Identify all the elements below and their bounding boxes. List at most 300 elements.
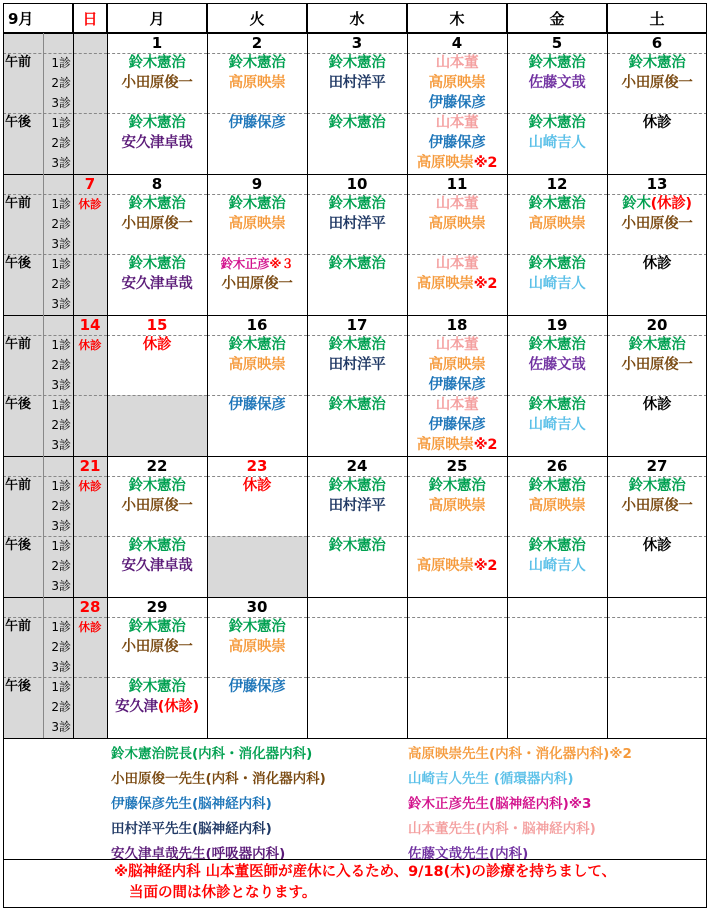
doctor-name: 休診 (642, 115, 672, 131)
doctor-entry (607, 214, 707, 234)
doctor-name: 鈴木憲治 (528, 397, 586, 413)
doctor-entry (107, 697, 207, 717)
day-cell (607, 597, 707, 738)
doctor-entry (107, 617, 207, 637)
month-header: 9月 (3, 3, 73, 33)
weekday-header: 火 (207, 3, 307, 33)
doctor-entry (307, 113, 407, 133)
slot-label: 2診 (51, 277, 71, 291)
doctor-entry (507, 133, 607, 153)
doctor-name: 田村洋平 (328, 498, 386, 514)
date-number: 11 (446, 175, 468, 193)
doctor-name: 伊藤保彦 (228, 397, 286, 413)
sunday-date: 14 (79, 316, 101, 334)
doctor-name: 高原映崇 (428, 357, 486, 373)
date-number: 29 (146, 598, 168, 616)
doctor-name: 鈴木憲治 (528, 538, 586, 554)
slot-label: 1診 (51, 257, 71, 271)
row-divider (507, 617, 607, 618)
doctor-name: 山本董 (435, 196, 479, 212)
slot-label: 3診 (51, 579, 71, 593)
doctor-name: 山崎吉人 (528, 417, 586, 433)
slot-label: 2診 (51, 358, 71, 372)
slot-label: 2診 (51, 559, 71, 573)
doctor-name: 鈴木憲治 (328, 538, 386, 554)
slot-label: 1診 (51, 116, 71, 130)
doctor-name: 山本董 (435, 256, 479, 272)
doctor-name: 鈴木憲治 (228, 196, 286, 212)
doctor-entry (307, 53, 407, 73)
doctor-name: 伊藤保彦 (428, 135, 486, 151)
doctor-name: 鈴木憲治 (128, 538, 186, 554)
doctor-name: 佐藤文哉 (528, 357, 586, 373)
doctor-name: 高原映崇 (428, 498, 486, 514)
doctor-entry (407, 254, 507, 274)
doctor-entry (407, 274, 507, 294)
doctor-name: 高原映崇 (416, 155, 474, 171)
entry-note: ※2 (473, 558, 498, 574)
doctor-entry (607, 335, 707, 355)
slot-label: 2診 (51, 640, 71, 654)
doctor-name: 鈴木憲治 (328, 115, 386, 131)
doctor-name: 休診 (142, 337, 172, 353)
slot-label: 2診 (51, 76, 71, 90)
doctor-entry (307, 496, 407, 516)
doctor-entry (507, 536, 607, 556)
pm-label: 午後 (5, 256, 32, 271)
slot-label: 3診 (51, 519, 71, 533)
date-number: 16 (246, 316, 268, 334)
doctor-entry (407, 214, 507, 234)
sunday-closed-note: 休診 (78, 197, 102, 211)
doctor-name: 伊藤保彦 (428, 95, 486, 111)
doctor-entry (107, 113, 207, 133)
day-cell (407, 597, 507, 738)
doctor-entry (407, 476, 507, 496)
doctor-name: 鈴木憲治 (528, 337, 586, 353)
doctor-name: 小田原俊一 (621, 498, 693, 514)
week-border (3, 33, 707, 34)
date-number: 23 (246, 457, 268, 475)
doctor-name: 山崎吉人 (528, 558, 586, 574)
slot-label: 3診 (51, 297, 71, 311)
slot-label: 2診 (51, 499, 71, 513)
doctor-name: 田村洋平 (328, 216, 386, 232)
doctor-entry (507, 355, 607, 375)
doctor-entry (407, 556, 507, 576)
doctor-entry (507, 395, 607, 415)
doctor-entry (507, 556, 607, 576)
doctor-name: 高原映崇 (528, 216, 586, 232)
column-border (73, 3, 74, 738)
doctor-name: 安久津卓哉 (121, 276, 193, 292)
doctor-name: 鈴木憲治 (328, 397, 386, 413)
row-divider (107, 395, 207, 396)
doctor-name: 小田原俊一 (121, 75, 193, 91)
slot-label: 1診 (51, 197, 71, 211)
doctor-name: 山本董 (435, 55, 479, 71)
doctor-entry (607, 536, 707, 556)
doctor-name: 鈴木憲治 (528, 115, 586, 131)
doctor-entry (407, 335, 507, 355)
date-number: 15 (146, 316, 168, 334)
doctor-name: 鈴木憲治 (228, 619, 286, 635)
doctor-name: 山崎吉人 (528, 135, 586, 151)
column-border (507, 3, 508, 738)
doctor-name: 鈴木 (622, 196, 651, 212)
doctor-name: 休診 (642, 397, 672, 413)
doctor-entry (207, 73, 307, 93)
column-border (3, 3, 4, 738)
doctor-name: 小田原俊一 (621, 216, 693, 232)
date-number: 18 (446, 316, 468, 334)
slot-label: 3診 (51, 438, 71, 452)
doctor-name: 伊藤保彦 (228, 679, 286, 695)
weekday-header: 木 (407, 3, 507, 33)
sunday-closed-note: 休診 (78, 620, 102, 634)
doctor-name: 高原映崇 (428, 216, 486, 232)
doctor-entry (307, 254, 407, 274)
doctor-name: 伊藤保彦 (428, 417, 486, 433)
row-divider (3, 617, 107, 618)
doctor-entry (407, 355, 507, 375)
row-divider (3, 335, 107, 336)
doctor-entry (407, 153, 507, 173)
doctor-name: 鈴木憲治 (228, 337, 286, 353)
day-cell (307, 597, 407, 738)
doctor-name: 鈴木憲治 (328, 256, 386, 272)
slot-label: 1診 (51, 338, 71, 352)
column-border (706, 3, 707, 738)
doctor-entry (207, 214, 307, 234)
slot-label: 1診 (51, 539, 71, 553)
date-number: 20 (646, 316, 668, 334)
date-number: 24 (346, 457, 368, 475)
weekday-header: 水 (307, 3, 407, 33)
doctor-entry (107, 536, 207, 556)
row-divider (3, 677, 107, 678)
doctor-name: 山本董 (435, 337, 479, 353)
doctor-entry (107, 335, 207, 355)
date-number: 3 (351, 34, 363, 52)
row-divider (3, 113, 107, 114)
pm-label: 午後 (5, 538, 32, 553)
doctor-name: 休診 (642, 538, 672, 554)
entry-note: (休診) (650, 196, 692, 212)
doctor-name: 高原映崇 (416, 437, 474, 453)
sunday-closed-note: 休診 (78, 338, 102, 352)
doctor-entry (107, 73, 207, 93)
doctor-name: 鈴木憲治 (628, 337, 686, 353)
doctor-name: 鈴木憲治 (328, 55, 386, 71)
entry-note: ※2 (473, 155, 498, 171)
legend-item: 鈴木憲治院長(内科・消化器内科) (111, 746, 313, 762)
slot-label: 1診 (51, 398, 71, 412)
doctor-name: 田村洋平 (328, 75, 386, 91)
date-number: 25 (446, 457, 468, 475)
doctor-entry (307, 214, 407, 234)
doctor-entry (607, 395, 707, 415)
doctor-entry (507, 214, 607, 234)
doctor-entry (107, 274, 207, 294)
row-divider (607, 677, 707, 678)
doctor-name: 小田原俊一 (621, 357, 693, 373)
doctor-entry (307, 73, 407, 93)
doctor-name: 山崎吉人 (528, 276, 586, 292)
doctor-name: 鈴木憲治 (328, 478, 386, 494)
row-divider (407, 536, 507, 537)
doctor-entry (607, 254, 707, 274)
holiday-pm-shade (107, 395, 207, 456)
doctor-name: 佐藤文哉 (528, 75, 586, 91)
doctor-entry (507, 335, 607, 355)
sunday-date: 21 (79, 457, 101, 475)
holiday-pm-shade (207, 536, 307, 597)
column-border (607, 3, 608, 738)
legend-item: 佐藤文哉先生(内科) (408, 846, 529, 862)
column-border (107, 3, 108, 738)
am-label: 午前 (5, 196, 32, 211)
legend-item: 高原映崇先生(内科・消化器内科)※2 (408, 746, 632, 762)
doctor-entry (107, 677, 207, 697)
doctor-name: 高原映崇 (228, 639, 286, 655)
doctor-name: 高原映崇 (428, 75, 486, 91)
date-number: 4 (451, 34, 463, 52)
date-number: 27 (646, 457, 668, 475)
doctor-name: 鈴木憲治 (128, 115, 186, 131)
am-label: 午前 (5, 337, 32, 352)
doctor-entry (607, 53, 707, 73)
legend-item: 田村洋平先生(脳神経内科) (111, 821, 272, 837)
doctor-name: 鈴木憲治 (128, 679, 186, 695)
slot-label: 3診 (51, 720, 71, 734)
week-border (3, 456, 707, 457)
am-label: 午前 (5, 619, 32, 634)
doctor-entry (207, 617, 307, 637)
slot-label: 3診 (51, 237, 71, 251)
doctor-entry (107, 194, 207, 214)
doctor-entry (207, 355, 307, 375)
week-border (3, 315, 707, 316)
doctor-name: 鈴木憲治 (328, 196, 386, 212)
slot-label: 2診 (51, 217, 71, 231)
legend-item: 小田原俊一先生(内科・消化器内科) (111, 771, 326, 787)
row-divider (607, 617, 707, 618)
doctor-entry (407, 194, 507, 214)
doctor-name: 鈴木憲治 (128, 478, 186, 494)
doctor-name: 鈴木憲治 (528, 478, 586, 494)
doctor-name: 高原映崇 (416, 276, 474, 292)
doctor-name: 鈴木憲治 (328, 337, 386, 353)
doctor-entry (207, 395, 307, 415)
slot-column-border (43, 33, 44, 738)
date-number: 2 (251, 34, 263, 52)
notice-box (3, 859, 707, 908)
slot-label: 3診 (51, 156, 71, 170)
doctor-entry (107, 637, 207, 657)
row-divider (407, 617, 507, 618)
legend-item: 鈴木正彦先生(脳神経内科)※3 (408, 796, 592, 812)
weekday-header: 日 (73, 3, 107, 33)
date-number: 6 (651, 34, 663, 52)
doctor-name: 高原映崇 (228, 357, 286, 373)
entry-note: ※2 (473, 437, 498, 453)
slot-label: 2診 (51, 136, 71, 150)
column-border (407, 3, 408, 738)
doctor-name: 小田原俊一 (121, 216, 193, 232)
legend-item: 安久津卓哉先生(呼吸器内科) (111, 846, 286, 862)
weekday-header: 金 (507, 3, 607, 33)
doctor-entry (507, 476, 607, 496)
doctor-entry (507, 113, 607, 133)
weekday-header: 月 (107, 3, 207, 33)
row-divider (3, 395, 107, 396)
doctor-entry (307, 194, 407, 214)
row-divider (3, 476, 107, 477)
doctor-name: 山本董 (435, 115, 479, 131)
date-number: 10 (346, 175, 368, 193)
row-divider (307, 617, 407, 618)
doctor-entry (607, 355, 707, 375)
doctor-name: 鈴木憲治 (228, 55, 286, 71)
doctor-entry (407, 113, 507, 133)
doctor-entry (407, 435, 507, 455)
entry-note: (休診) (157, 699, 199, 715)
doctor-name: 小田原俊一 (221, 276, 293, 292)
doctor-entry (407, 133, 507, 153)
row-divider (407, 677, 507, 678)
date-number: 13 (646, 175, 668, 193)
doctor-entry (207, 254, 307, 274)
date-number: 26 (546, 457, 568, 475)
doctor-entry (207, 677, 307, 697)
doctor-entry (607, 113, 707, 133)
legend-item: 山崎吉人先生 (循環器内科) (408, 771, 574, 787)
doctor-entry (307, 355, 407, 375)
doctor-name: 田村洋平 (328, 357, 386, 373)
doctor-entry (407, 93, 507, 113)
sunday-closed-note: 休診 (78, 479, 102, 493)
doctor-name: 小田原俊一 (121, 498, 193, 514)
doctor-entry (607, 476, 707, 496)
legend-item: 山本董先生(内科・脳神経内科) (408, 821, 596, 837)
date-number: 30 (246, 598, 268, 616)
weekday-header: 土 (607, 3, 707, 33)
doctor-entry (307, 335, 407, 355)
date-number: 9 (251, 175, 263, 193)
slot-label: 3診 (51, 378, 71, 392)
doctor-entry (207, 274, 307, 294)
row-divider (3, 536, 107, 537)
legend-item: 伊藤保彦先生(脳神経内科) (111, 796, 272, 812)
doctor-name: 鈴木憲治 (128, 196, 186, 212)
doctor-name: 鈴木憲治 (628, 55, 686, 71)
doctor-name: 山本董 (435, 397, 479, 413)
doctor-name: 伊藤保彦 (228, 115, 286, 131)
date-number: 19 (546, 316, 568, 334)
doctor-entry (107, 496, 207, 516)
doctor-entry (107, 133, 207, 153)
doctor-entry (107, 53, 207, 73)
slot-label: 1診 (51, 620, 71, 634)
column-border (207, 3, 208, 738)
sunday-date: 7 (84, 175, 96, 193)
doctor-name: 高原映崇 (528, 498, 586, 514)
doctor-name: 鈴木憲治 (128, 256, 186, 272)
pm-label: 午後 (5, 397, 32, 412)
date-number: 12 (546, 175, 568, 193)
doctor-entry (407, 395, 507, 415)
notice-line: 当面の間は休診となります。 (129, 885, 317, 901)
doctor-entry (207, 194, 307, 214)
row-divider (207, 536, 307, 537)
slot-label: 1診 (51, 56, 71, 70)
date-number: 1 (151, 34, 163, 52)
doctor-entry (107, 476, 207, 496)
doctor-name: 休診 (642, 256, 672, 272)
date-number: 5 (551, 34, 563, 52)
sunday-column (73, 33, 107, 174)
doctor-entry (307, 395, 407, 415)
pm-label: 午後 (5, 679, 32, 694)
doctor-entry (307, 476, 407, 496)
slot-label: 2診 (51, 700, 71, 714)
row-divider (3, 194, 107, 195)
doctor-entry (207, 637, 307, 657)
doctor-name: 鈴木正彦 (220, 256, 270, 271)
am-label: 午前 (5, 478, 32, 493)
doctor-entry (507, 73, 607, 93)
doctor-entry (507, 53, 607, 73)
doctor-entry (607, 194, 707, 214)
doctor-entry (207, 476, 307, 496)
doctor-entry (107, 214, 207, 234)
row-divider (507, 677, 607, 678)
doctor-entry (407, 496, 507, 516)
date-number: 17 (346, 316, 368, 334)
entry-note: ※３ (269, 256, 294, 271)
doctor-entry (207, 113, 307, 133)
day-cell (507, 597, 607, 738)
doctor-entry (507, 194, 607, 214)
doctor-entry (207, 53, 307, 73)
doctor-name: 鈴木憲治 (128, 619, 186, 635)
doctor-name: 鈴木憲治 (528, 196, 586, 212)
doctor-name: 鈴木憲治 (628, 478, 686, 494)
doctor-name: 伊藤保彦 (428, 377, 486, 393)
doctor-entry (607, 73, 707, 93)
doctor-entry (407, 415, 507, 435)
slot-label: 1診 (51, 479, 71, 493)
doctor-entry (507, 496, 607, 516)
date-number: 22 (146, 457, 168, 475)
doctor-entry (607, 496, 707, 516)
doctor-name: 高原映崇 (228, 216, 286, 232)
doctor-name: 鈴木憲治 (128, 55, 186, 71)
doctor-name: 安久津卓哉 (121, 135, 193, 151)
doctor-name: 鈴木憲治 (428, 478, 486, 494)
week-border (3, 174, 707, 175)
entry-note: ※2 (473, 276, 498, 292)
doctor-entry (107, 556, 207, 576)
am-label: 午前 (5, 55, 32, 70)
slot-label: 3診 (51, 96, 71, 110)
pm-label: 午後 (5, 115, 32, 130)
notice-line: ※脳神経内科 山本董医師が産休に入るため、9/18(木)の診療を持ちまして、 (114, 864, 617, 880)
doctor-name: 安久津 (115, 699, 158, 715)
doctor-name: 鈴木憲治 (528, 55, 586, 71)
doctor-name: 小田原俊一 (121, 639, 193, 655)
